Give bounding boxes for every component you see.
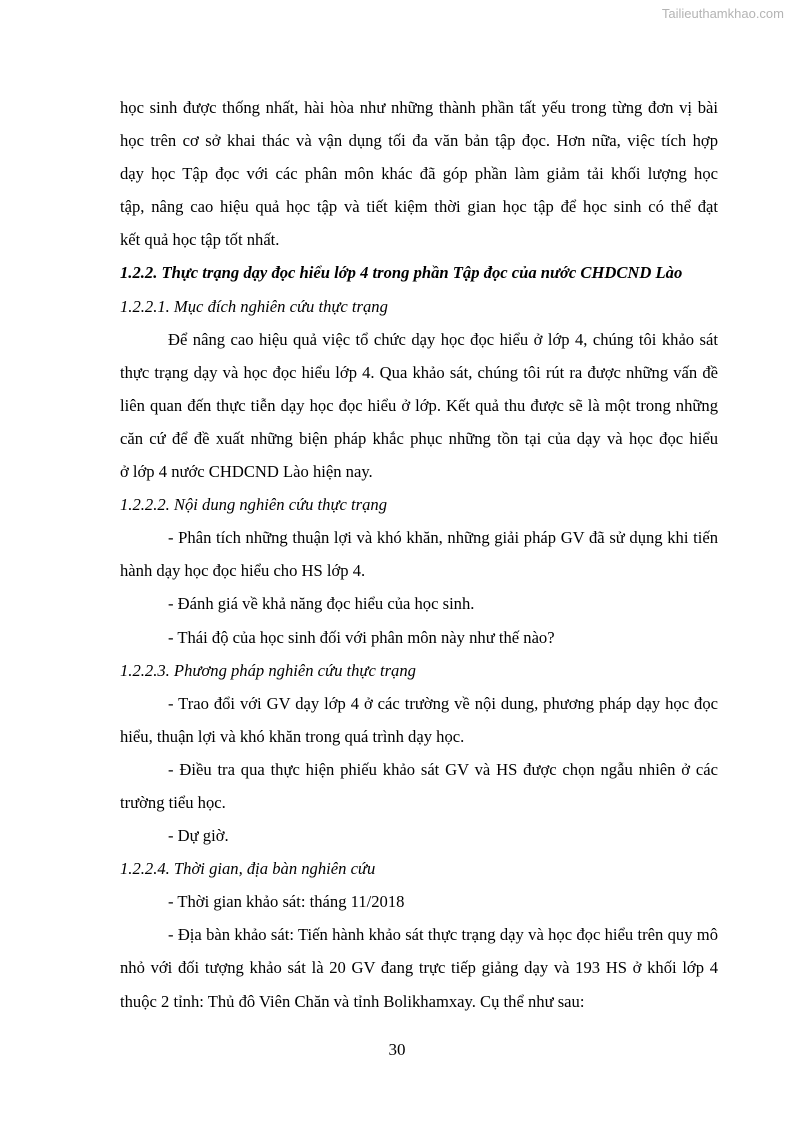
paragraph-line: căn cứ để đề xuất những biện pháp khắc phục những tồn tại của dạy và học đọc hiểu [120,428,718,448]
list-item-line: - Đánh giá về khả năng đọc hiểu của học sinh. [168,594,475,614]
list-item-line: - Phân tích những thuận lợi và khó khăn, những giải pháp GV đã sử dụng khi tiến [168,528,718,548]
list-item-line: nhỏ với đối tượng khảo sát là 20 GV đang trực tiếp giảng dạy và 193 HS ở khối lớp 4 [120,958,718,978]
paragraph-line: ở lớp 4 nước CHDCND Lào hiện nay. [120,462,373,482]
subsection-heading-1-2-2-2: 1.2.2.2. Nội dung nghiên cứu thực trạng [120,495,387,515]
paragraph-line: liên quan đến thực tiễn dạy học đọc hiểu ở lớp. Kết quả thu được sẽ là một trong những [120,395,718,415]
paragraph-line: kết quả học tập tốt nhất. [120,230,280,250]
list-item-line: - Dự giờ. [168,826,229,846]
document-body [120,91,718,1018]
list-item-line: hành dạy học đọc hiểu cho HS lớp 4. [120,561,366,581]
list-item-line: thuộc 2 tỉnh: Thủ đô Viên Chăn và tỉnh Bolikhamxay. Cụ thể như sau: [120,991,585,1011]
paragraph-line: Để nâng cao hiệu quả việc tổ chức dạy học đọc hiểu ở lớp 4, chúng tôi khảo sát [168,329,718,349]
section-heading-1-2-2: 1.2.2. Thực trạng dạy đọc hiểu lớp 4 trong phần Tập đọc của nước CHDCND Lào [120,263,683,283]
list-item-line: - Thời gian khảo sát: tháng 11/2018 [168,892,405,912]
list-item-line: - Thái độ của học sinh đối với phân môn này như thế nào? [168,627,555,647]
list-item-line: - Trao đổi với GV dạy lớp 4 ở các trường về nội dung, phương pháp dạy học đọc [168,693,718,713]
paragraph-line: dạy học Tập đọc với các phân môn khác đã góp phần làm giảm tải khối lượng học [120,164,718,184]
paragraph-line: học sinh được thống nhất, hài hòa như những thành phần tất yếu trong từng đơn vị bài [120,98,718,117]
page-number: 30 [388,1040,406,1059]
list-item-line: trường tiểu học. [120,792,226,812]
paragraph-line: thực trạng dạy và học đọc hiểu lớp 4. Qua khảo sát, chúng tôi rút ra được những vấn đề [120,362,718,382]
paragraph-line: học trên cơ sở khai thác và vận dụng tối đa văn bản tập đọc. Hơn nữa, việc tích hợp [120,131,718,151]
subsection-heading-1-2-2-3: 1.2.2.3. Phương pháp nghiên cứu thực trạng [120,660,416,680]
subsection-heading-1-2-2-1: 1.2.2.1. Mục đích nghiên cứu thực trạng [120,296,388,316]
watermark: Tailieuthamkhao.com [661,6,784,21]
paragraph-line: tập, nâng cao hiệu quả học tập và tiết kiệm thời gian học tập để học sinh có thể đạt [120,197,718,217]
subsection-heading-1-2-2-4: 1.2.2.4. Thời gian, địa bàn nghiên cứu [120,859,376,879]
list-item-line: - Điều tra qua thực hiện phiếu khảo sát GV và HS được chọn ngẫu nhiên ở các [168,759,718,779]
list-item-line: - Địa bàn khảo sát: Tiến hành khảo sát thực trạng dạy và học đọc hiểu trên quy mô [168,925,718,945]
list-item-line: hiểu, thuận lợi và khó khăn trong quá trình dạy học. [120,726,465,746]
